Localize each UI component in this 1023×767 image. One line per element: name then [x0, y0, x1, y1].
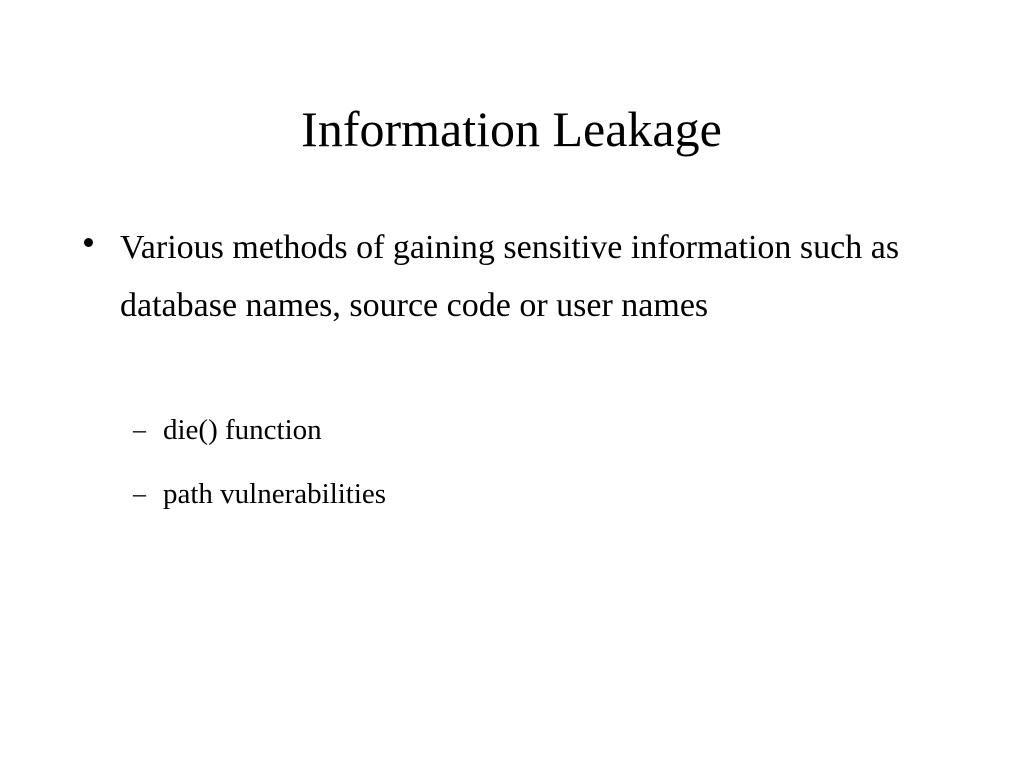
sub-bullet-item: [133, 410, 833, 450]
dash-icon: –: [133, 415, 146, 444]
bullet-dot-icon: [84, 238, 93, 247]
slide-title: Information Leakage: [301, 101, 722, 157]
dash-icon: –: [133, 479, 146, 508]
sub-bullet-item: [133, 474, 833, 514]
sub-bullet-text: die() function: [163, 414, 322, 446]
bullet-text: Various methods of gaining sensitive information such as database names, source code or user names: [120, 229, 900, 324]
sub-bullet-text: path vulnerabilities: [163, 478, 387, 510]
